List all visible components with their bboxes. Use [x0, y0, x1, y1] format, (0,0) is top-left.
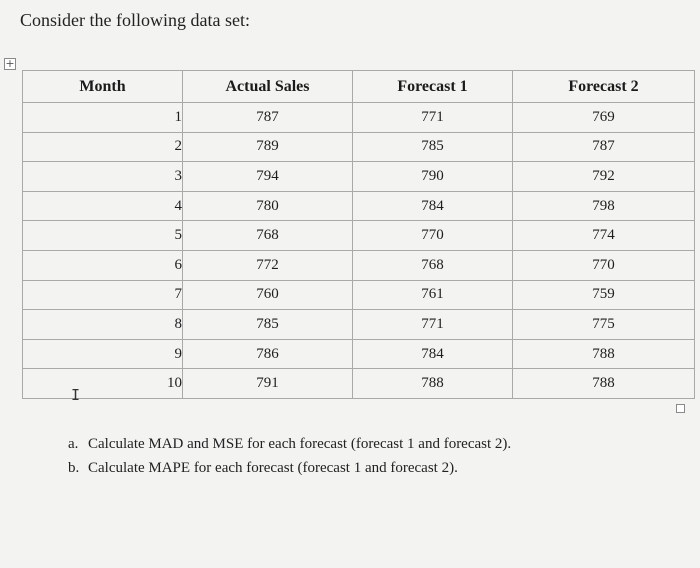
cell-forecast-1[interactable]: 771 — [353, 310, 513, 340]
cell-month[interactable]: 5 — [23, 221, 183, 251]
table-row — [23, 162, 695, 192]
cell-forecast-1[interactable]: 788 — [353, 369, 513, 399]
table-row — [23, 132, 695, 162]
cell-forecast-1[interactable]: 761 — [353, 280, 513, 310]
table-row — [23, 103, 695, 133]
cell-actual-sales[interactable]: 791 — [183, 369, 353, 399]
table-move-handle-icon[interactable]: + — [5, 57, 15, 70]
page-title: Consider the following data set: — [20, 10, 250, 30]
cell-forecast-2[interactable]: 769 — [513, 103, 695, 133]
header-actual-sales: Actual Sales — [183, 71, 353, 103]
question-letter: a. — [68, 436, 79, 452]
cell-forecast-1[interactable]: 771 — [353, 103, 513, 133]
cell-actual-sales[interactable]: 794 — [183, 162, 353, 192]
cell-month[interactable]: 7 — [23, 280, 183, 310]
table-header-row — [23, 71, 695, 103]
cell-forecast-1[interactable]: 770 — [353, 221, 513, 251]
table-row — [23, 250, 695, 280]
cell-forecast-1[interactable]: 784 — [353, 339, 513, 369]
question-text: Calculate MAD and MSE for each forecast (forecast 1 and forecast 2). — [88, 436, 512, 452]
header-forecast-2: Forecast 2 — [513, 71, 695, 103]
cell-forecast-2[interactable]: 770 — [513, 250, 695, 280]
cell-forecast-1[interactable]: 785 — [353, 132, 513, 162]
table-resize-handle-icon[interactable] — [676, 404, 685, 413]
cell-month[interactable]: 9 — [23, 339, 183, 369]
cell-actual-sales[interactable]: 772 — [183, 250, 353, 280]
cell-actual-sales[interactable]: 786 — [183, 339, 353, 369]
cell-forecast-2[interactable]: 798 — [513, 191, 695, 221]
table-row — [23, 369, 695, 399]
cell-actual-sales[interactable]: 768 — [183, 221, 353, 251]
question-item — [68, 456, 511, 480]
question-text: Calculate MAPE for each forecast (forecast 1 and forecast 2). — [88, 460, 458, 476]
cell-forecast-2[interactable]: 759 — [513, 280, 695, 310]
cell-forecast-1[interactable]: 768 — [353, 250, 513, 280]
cell-actual-sales[interactable]: 787 — [183, 103, 353, 133]
text-cursor-icon: I — [71, 386, 81, 404]
cell-forecast-2[interactable]: 787 — [513, 132, 695, 162]
cell-actual-sales[interactable]: 789 — [183, 132, 353, 162]
table-row — [23, 339, 695, 369]
cell-actual-sales[interactable]: 785 — [183, 310, 353, 340]
cell-month[interactable]: 6 — [23, 250, 183, 280]
question-letter: b. — [68, 460, 80, 476]
cell-forecast-2[interactable]: 775 — [513, 310, 695, 340]
table-row — [23, 191, 695, 221]
cell-actual-sales[interactable]: 760 — [183, 280, 353, 310]
table-row — [23, 221, 695, 251]
cell-month[interactable]: 3 — [23, 162, 183, 192]
cell-forecast-2[interactable]: 774 — [513, 221, 695, 251]
cell-forecast-2[interactable]: 788 — [513, 339, 695, 369]
header-month: Month — [23, 71, 183, 103]
question-item — [68, 432, 511, 456]
question-list — [68, 432, 511, 480]
cell-forecast-2[interactable]: 788 — [513, 369, 695, 399]
table-row — [23, 280, 695, 310]
cell-forecast-1[interactable]: 790 — [353, 162, 513, 192]
data-table — [22, 70, 695, 399]
cell-forecast-1[interactable]: 784 — [353, 191, 513, 221]
cell-forecast-2[interactable]: 792 — [513, 162, 695, 192]
cell-month[interactable]: 10 — [23, 369, 183, 399]
table-row — [23, 310, 695, 340]
cell-month[interactable]: 1 — [23, 103, 183, 133]
cell-month[interactable]: 2 — [23, 132, 183, 162]
cell-month[interactable]: 4 — [23, 191, 183, 221]
cell-actual-sales[interactable]: 780 — [183, 191, 353, 221]
header-forecast-1: Forecast 1 — [353, 71, 513, 103]
cell-month[interactable]: 8 — [23, 310, 183, 340]
